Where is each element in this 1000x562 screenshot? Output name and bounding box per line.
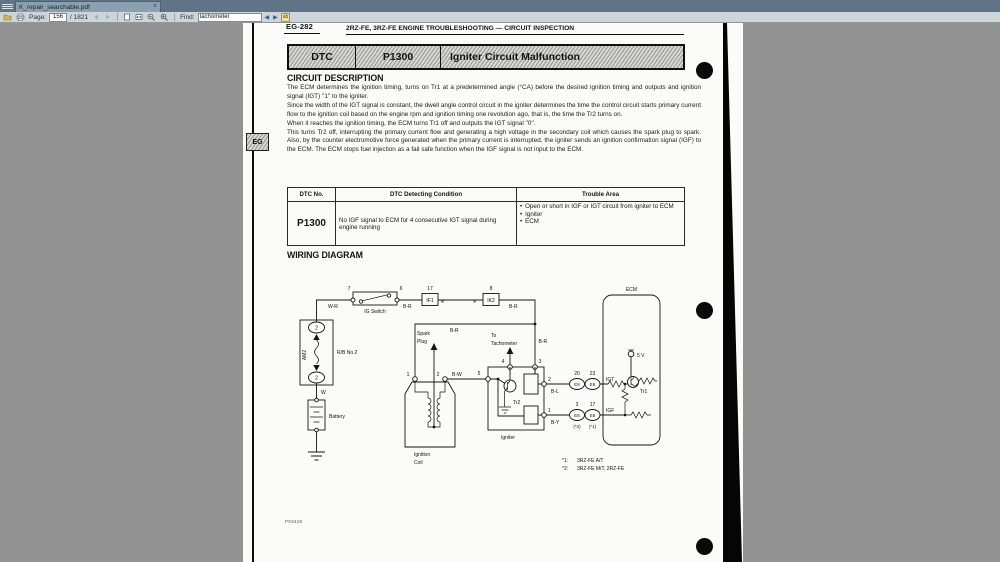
label-br: B-R xyxy=(450,328,459,334)
page-number-input[interactable] xyxy=(49,13,67,22)
label-terminal-2: 2 xyxy=(315,375,318,382)
zoom-out-icon xyxy=(147,13,156,22)
paragraph: When it reaches the ignition timing, the ECM turns Tr1 off and outputs the IGT signal ''0''. xyxy=(287,119,536,127)
trouble-item: ECM xyxy=(525,218,539,225)
label-tachometer: Tachometer xyxy=(491,341,518,347)
find-next-button[interactable]: ▶ xyxy=(273,14,278,21)
match-case-toggle[interactable]: ab xyxy=(282,14,289,20)
page-label: Page: xyxy=(29,13,46,21)
toolbar-separator xyxy=(174,13,175,21)
label-tr1: Tr1 xyxy=(640,389,648,395)
list-item xyxy=(520,203,681,211)
label-pin17: 17 xyxy=(427,286,433,292)
side-tab-label: EG xyxy=(252,138,263,146)
diagram-notes xyxy=(562,458,625,472)
power-wiring xyxy=(317,300,548,377)
trouble-item: Open or short in IGF or IGT circuit from igniter to ECM xyxy=(525,203,674,210)
cell-dtc-no: P1300 xyxy=(288,202,336,246)
label-rb-no2: R/B No.2 xyxy=(337,350,358,356)
label-to: To xyxy=(491,333,497,339)
dtc-banner xyxy=(287,44,685,70)
print-button[interactable] xyxy=(15,13,26,22)
label-tr2: Tr2 xyxy=(513,400,521,406)
label-pin4: 4 xyxy=(501,359,505,365)
label-pin20: 20 xyxy=(574,371,580,377)
section-side-tab xyxy=(246,133,269,151)
label-wr: W-R xyxy=(328,304,338,310)
label-spark: Spark xyxy=(417,331,431,337)
page-forward-button[interactable] xyxy=(103,13,113,22)
label-e8: E8 xyxy=(589,382,596,387)
page-header-title: 2RZ-FE, 3RZ-FE ENGINE TROUBLESHOOTING — CIRCUIT INSPECTION xyxy=(346,25,575,32)
fit-width-icon xyxy=(135,13,143,21)
fit-width-button[interactable] xyxy=(134,13,144,22)
arrow-right-icon xyxy=(104,13,112,21)
scan-edge-right xyxy=(723,23,743,562)
fit-page-icon xyxy=(123,13,131,21)
list-item xyxy=(520,218,681,226)
label-e8: E8 xyxy=(574,382,580,387)
dtc-banner-title: Igniter Circuit Malfunction xyxy=(450,51,581,63)
label-pin2: 2 xyxy=(548,377,551,383)
page-total: / 1821 xyxy=(70,13,89,21)
col-header-dtc-no: DTC No. xyxy=(288,188,336,202)
spark-plug-arrow-icon xyxy=(431,343,438,350)
open-file-button[interactable] xyxy=(2,13,13,22)
binder-hole xyxy=(696,538,713,555)
find-input[interactable] xyxy=(198,13,262,22)
note-value: 3RZ-FE A/T xyxy=(577,458,604,464)
ignition-coil xyxy=(405,331,455,466)
label-star2: (*2) xyxy=(573,424,581,429)
ignition-switch xyxy=(348,286,403,315)
label-pin5: 5 xyxy=(477,371,481,377)
table-row xyxy=(288,202,685,246)
printer-icon xyxy=(16,13,25,21)
col-header-trouble-area: Trouble Area xyxy=(517,188,685,202)
folder-open-icon xyxy=(3,13,12,21)
bullet: • xyxy=(520,218,523,225)
connector-if1 xyxy=(422,286,444,306)
label-e8: E8 xyxy=(574,413,580,418)
label-plug: Plug xyxy=(417,339,428,345)
label-igf: IGF xyxy=(606,408,615,414)
note-key: *1: xyxy=(562,458,569,464)
dtc-table xyxy=(287,187,685,246)
cell-condition: No IGF signal to ECM for 4 consecutive IGT signal during engine running xyxy=(336,202,517,246)
table-header-row xyxy=(288,188,685,202)
label-br: B-R xyxy=(509,304,518,310)
label-e8: E8 xyxy=(589,413,596,418)
wiring-diagram-heading: WIRING DIAGRAM xyxy=(287,250,363,260)
rule xyxy=(284,33,320,35)
wiring-diagram xyxy=(295,282,671,478)
paragraph: Since the width of the IGT signal is constant, the dwell angle control circuit in the igniter determines the time the control circuit starts primary current flow to the ignition coil based on the engine rpm and ignition timing one revolution ago, that is, the time the Tr2 turns on. xyxy=(287,101,701,118)
arrow-left-icon xyxy=(92,13,100,21)
paragraph: The ECM determines the ignition timing, turns on Tr1 at a predetermined angle (°CA) before the desired ignition timing and outputs and ignition signal (IGT) ''1'' to the igniter. xyxy=(287,84,701,100)
scan-edge-left xyxy=(252,23,254,562)
label-pin8: 8 xyxy=(489,286,493,292)
label-br: B-R xyxy=(538,339,548,345)
label-ig-switch: IG Switch xyxy=(364,309,386,315)
trouble-item: Igniter xyxy=(525,210,543,218)
label-terminal-2: 2 xyxy=(315,325,318,332)
toolbar-separator xyxy=(117,13,118,21)
binder-hole xyxy=(696,302,713,319)
label-pin7: 7 xyxy=(347,286,351,292)
pdf-page xyxy=(243,23,743,562)
label-star1: (*1) xyxy=(588,424,597,429)
igf-line xyxy=(546,402,625,429)
battery-symbol xyxy=(308,383,345,460)
label-battery: Battery xyxy=(329,414,345,420)
bullet: • xyxy=(520,210,523,218)
label-pin17b: 17 xyxy=(589,402,596,408)
zoom-in-button[interactable] xyxy=(159,13,170,22)
label-ecm: ECM xyxy=(625,287,638,293)
connector-mate-icon: » xyxy=(473,299,477,305)
find-previous-button[interactable]: ◀ xyxy=(264,14,270,21)
coil-to-igniter-wire xyxy=(447,371,485,379)
zoom-out-button[interactable] xyxy=(146,13,157,22)
label-coil-pin2: 2 xyxy=(436,372,440,378)
label-bl: B-L xyxy=(551,389,559,395)
find-label: Find: xyxy=(180,13,195,21)
label-pin6: 6 xyxy=(399,286,403,292)
label-am2: AM2 xyxy=(302,349,308,361)
dtc-banner-code: P1300 xyxy=(356,46,441,68)
label-ik2: IK2 xyxy=(487,298,495,304)
circuit-description-text xyxy=(287,84,701,155)
fit-page-button[interactable] xyxy=(122,13,132,22)
label-ignition: Ignition xyxy=(414,452,431,458)
connector-ik2 xyxy=(473,286,499,306)
tab-title: K_repair_searchable.pdf xyxy=(19,3,90,11)
connector-mate-icon: « xyxy=(441,299,445,305)
cell-trouble-area xyxy=(517,202,685,246)
label-w: W xyxy=(321,390,326,396)
label-by: B-Y xyxy=(551,420,560,426)
label-pin1: 1 xyxy=(548,408,551,414)
toolbar xyxy=(0,12,1000,23)
label-igniter: Igniter xyxy=(501,435,515,441)
dtc-banner-label: DTC xyxy=(289,46,356,68)
tab-bar xyxy=(0,0,1000,12)
ground-icon xyxy=(308,452,325,460)
page-code: EG-282 xyxy=(286,22,314,31)
igniter-block xyxy=(486,359,551,441)
binder-hole xyxy=(696,62,713,79)
document-viewport[interactable] xyxy=(0,23,1000,562)
igt-line xyxy=(546,371,608,395)
document-tab[interactable] xyxy=(15,1,161,12)
label-br: B-R xyxy=(403,304,412,310)
label-pin3b: 3 xyxy=(575,402,579,408)
menu-icon[interactable] xyxy=(0,0,15,12)
relay-block-am2 xyxy=(300,320,358,385)
paragraph: This turns Tr2 off, interrupting the primary current flow and generating a high voltage in the secondary coil which causes the spark plug to spark. Also, by the counter electromotive force generated when the primary current is interrupted, the igniter sends an ignition confirmation signal (IGF) to the ECM. The ECM stops fuel injection as a fail safe function when the IGF signal is not input to the ECM. xyxy=(287,128,701,154)
rule xyxy=(346,34,684,35)
col-header-condition: DTC Detecting Condition xyxy=(336,188,517,202)
label-bw: B-W xyxy=(452,372,462,378)
label-coil: Coil xyxy=(414,460,423,466)
close-icon[interactable]: × xyxy=(152,3,157,10)
label-pin3: 3 xyxy=(538,359,542,365)
figure-code: P03419 xyxy=(285,519,303,524)
label-5v: 5 V xyxy=(637,353,645,359)
zoom-in-icon xyxy=(160,13,169,22)
label-coil-pin1: 1 xyxy=(406,372,410,378)
bullet: • xyxy=(520,203,523,210)
label-igt: IGT xyxy=(606,377,615,383)
page-back-button[interactable] xyxy=(91,13,101,22)
label-pin23: 23 xyxy=(589,371,596,377)
tachometer-arrow-icon xyxy=(507,347,514,354)
circuit-description-heading: CIRCUIT DESCRIPTION xyxy=(287,73,384,83)
note-key: *2: xyxy=(562,466,569,472)
list-item xyxy=(520,211,681,219)
ecm-block xyxy=(603,287,660,445)
label-if1: IF1 xyxy=(426,298,434,304)
note-value: 3RZ-FE M/T, 2RZ-FE xyxy=(577,466,625,472)
